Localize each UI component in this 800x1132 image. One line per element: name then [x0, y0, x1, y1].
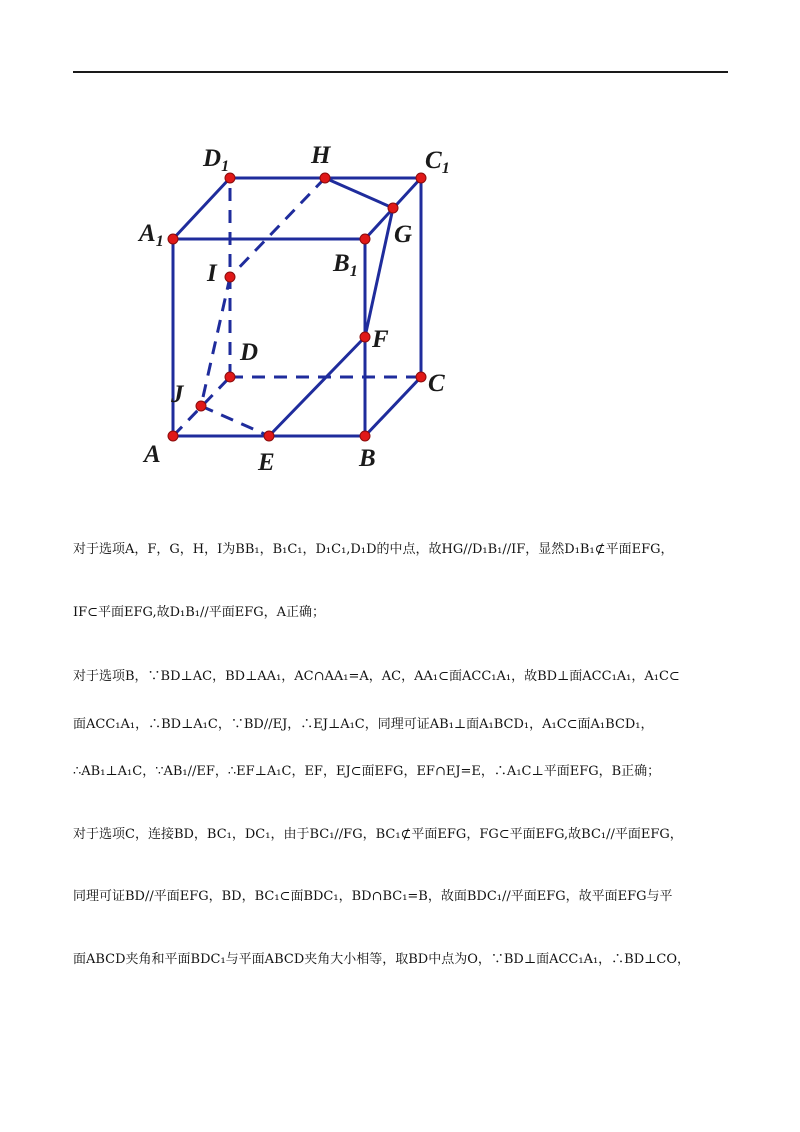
label-B: B	[359, 445, 376, 472]
label-F: F	[372, 326, 389, 353]
point-G	[388, 203, 398, 213]
edge-E-F	[269, 337, 365, 436]
option-a-line-2: IF⊂平面EFG,故D₁B₁//平面EFG，A正确；	[73, 605, 326, 620]
label-D1: $D_1$	[203, 145, 230, 175]
label-G: G	[394, 221, 413, 248]
point-H	[320, 173, 330, 183]
edge-G-H	[325, 178, 393, 208]
option-b-line-2: 面ACC₁A₁，∴BD⊥A₁C，∵BD//EJ，∴EJ⊥A₁C，同理可证AB₁⊥面A₁BCD₁，A₁C⊂面A₁BCD₁，	[73, 717, 654, 732]
label-E: E	[258, 449, 275, 476]
hidden-edge-I-J	[201, 277, 230, 406]
label-I: I	[207, 260, 217, 287]
point-A	[168, 431, 178, 441]
label-C: C	[428, 370, 445, 397]
label-A1: $A_1$	[139, 220, 164, 250]
hidden-edge-H-I	[230, 178, 325, 277]
point-J	[196, 401, 206, 411]
label-B1: $B_1$	[333, 250, 358, 280]
point-B1	[360, 234, 370, 244]
cube-diagram	[130, 135, 470, 485]
option-b-line-1: 对于选项B，∵BD⊥AC，BD⊥AA₁，AC∩AA₁=A，AC，AA₁⊂面ACC₁A₁，故BD⊥面ACC₁A₁，A₁C⊂	[73, 669, 680, 684]
label-D: D	[240, 339, 259, 366]
point-A1	[168, 234, 178, 244]
point-C1	[416, 173, 426, 183]
edge-B-C	[365, 377, 421, 436]
option-c-line-1: 对于选项C，连接BD，BC₁，DC₁，由于BC₁//FG，BC₁⊄平面EFG，FG⊂平面EFG,故BC₁//平面EFG，	[73, 827, 683, 842]
label-J: J	[171, 381, 184, 408]
point-E	[264, 431, 274, 441]
point-B	[360, 431, 370, 441]
point-C	[416, 372, 426, 382]
point-D	[225, 372, 235, 382]
edge-A1-D1	[173, 178, 230, 239]
point-F	[360, 332, 370, 342]
hidden-edge-J-E	[201, 406, 269, 436]
header-rule	[73, 71, 728, 73]
label-H: H	[311, 142, 331, 169]
edge-F-G	[365, 208, 393, 337]
option-c-line-2: 同理可证BD//平面EFG，BD，BC₁⊂面BDC₁，BD∩BC₁=B，故面BDC₁//平面EFG，故平面EFG与平	[73, 889, 673, 904]
option-a-line-1: 对于选项A，F，G，H，I为BB₁，B₁C₁，D₁C₁,D₁D的中点，故HG//D₁B₁//IF，显然D₁B₁⊄平面EFG，	[73, 542, 674, 557]
point-I	[225, 272, 235, 282]
option-c-line-3: 面ABCD夹角和平面BDC₁与平面ABCD夹角大小相等，取BD中点为O，∵BD⊥面ACC₁A₁，∴BD⊥CO，	[73, 952, 690, 967]
label-C1: $C_1$	[425, 147, 450, 177]
label-A: A	[144, 441, 161, 468]
option-b-line-3: ∴AB₁⊥A₁C，∵AB₁//EF，∴EF⊥A₁C，EF，EJ⊂面EFG，EF∩EJ=E，∴A₁C⊥平面EFG，B正确；	[73, 764, 661, 779]
cube-figure	[130, 135, 470, 485]
